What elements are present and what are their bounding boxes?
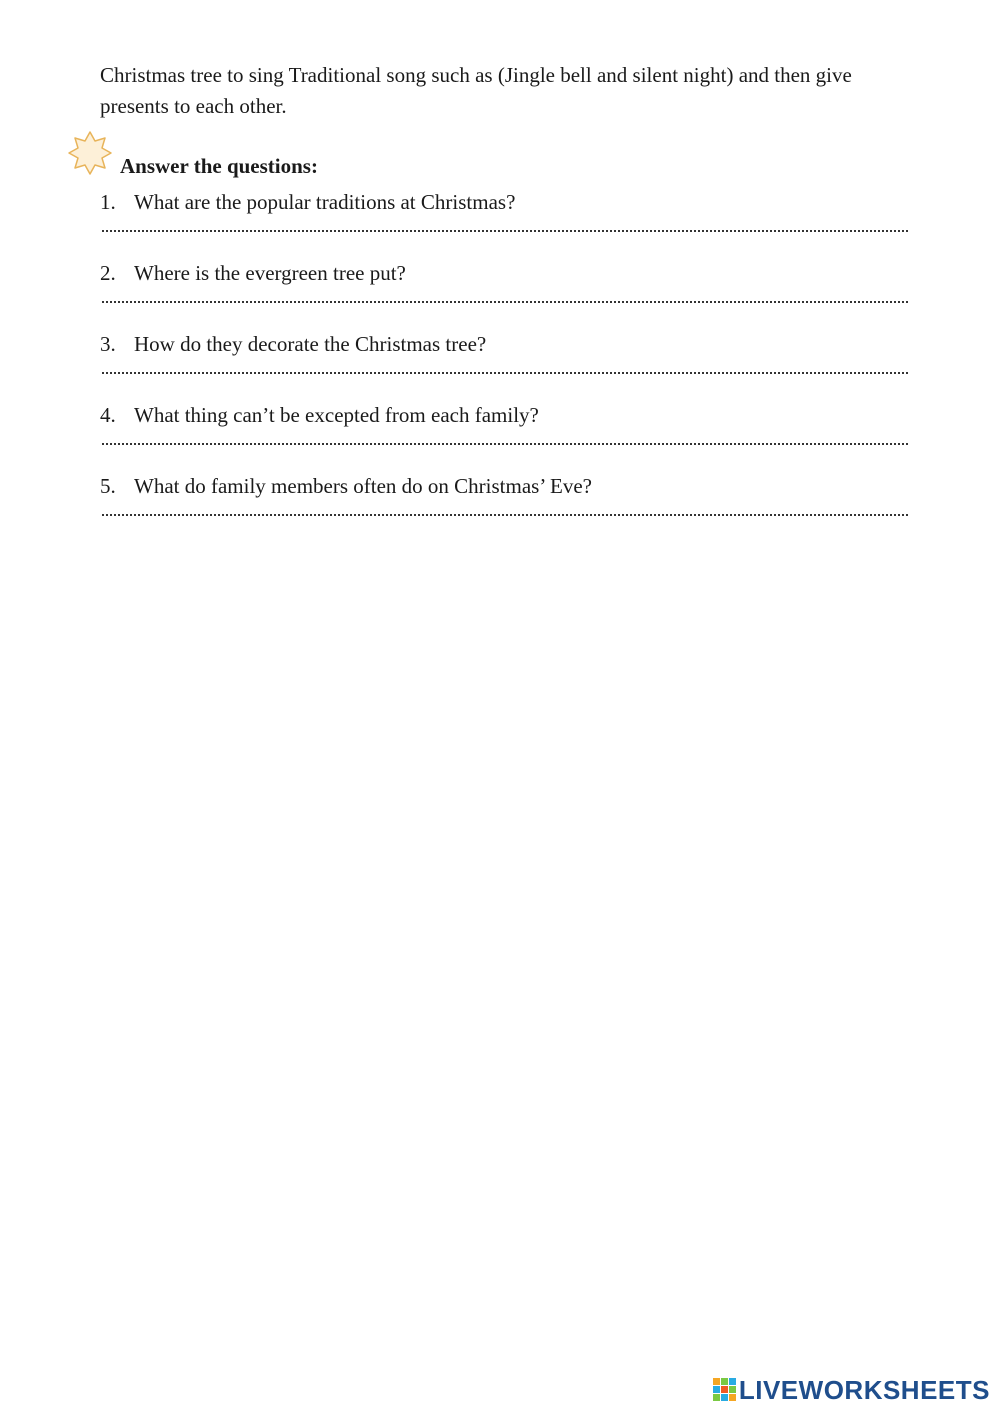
question-item	[100, 328, 910, 399]
question-text: What do family members often do on Christmas’ Eve?	[134, 474, 592, 498]
section-heading: Answer the questions:	[120, 154, 318, 178]
question-item	[100, 399, 910, 470]
intro-paragraph	[100, 60, 940, 122]
answer-field[interactable]	[102, 301, 908, 303]
question-list	[100, 186, 910, 541]
question-text: What are the popular traditions at Christmas?	[134, 190, 516, 214]
answer-field[interactable]	[102, 443, 908, 445]
question-number: 4.	[100, 403, 116, 427]
question-number: 3.	[100, 332, 116, 356]
question-number: 1.	[100, 190, 116, 214]
answer-field[interactable]	[102, 372, 908, 374]
question-text: Where is the evergreen tree put?	[134, 261, 406, 285]
question-item	[100, 257, 910, 328]
liveworksheets-logo	[713, 1375, 990, 1405]
question-number: 5.	[100, 474, 116, 498]
question-number: 2.	[100, 261, 116, 285]
brand-name: LIVEWORKSHEETS	[738, 1374, 990, 1405]
intro-line-2: presents to each other.	[100, 94, 287, 118]
answer-field[interactable]	[102, 230, 908, 232]
answer-field[interactable]	[102, 514, 908, 516]
question-text: What thing can’t be excepted from each family?	[134, 403, 539, 427]
star-icon	[67, 130, 113, 176]
logo-grid-icon	[713, 1378, 737, 1402]
intro-line-1: Christmas tree to sing Traditional song such as (Jingle bell and silent night) and then give	[100, 63, 852, 87]
question-item	[100, 470, 910, 541]
question-text: How do they decorate the Christmas tree?	[134, 332, 487, 356]
question-item	[100, 186, 910, 257]
